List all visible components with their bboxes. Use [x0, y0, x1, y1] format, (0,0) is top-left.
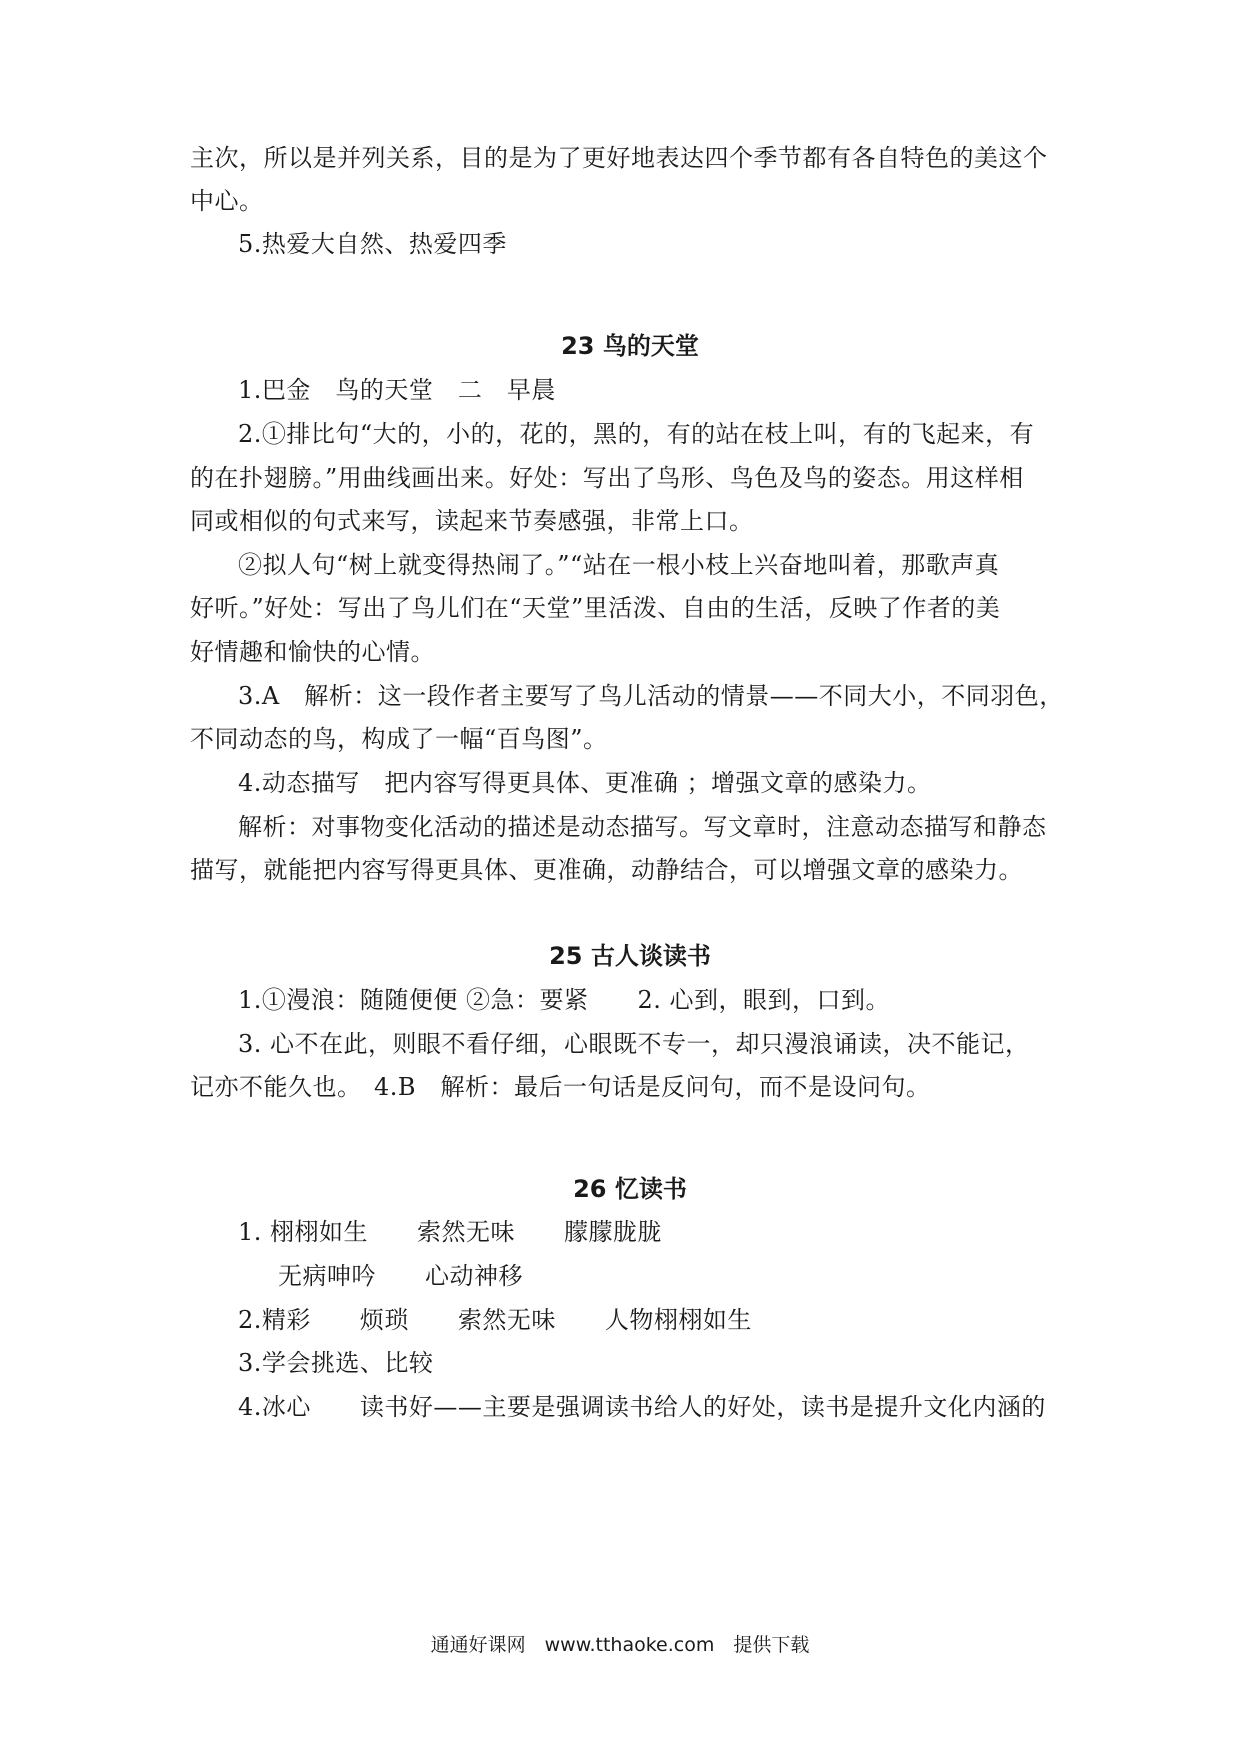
section-23-line: 1.巴金 鸟的天堂 二 早晨: [238, 376, 556, 404]
section-25-line: 1.①漫浪：随随便便 ②急：要紧 2. 心到，眼到，口到。: [238, 986, 891, 1014]
section-26-line: 2.精彩 烦琐 索然无味 人物栩栩如生: [238, 1306, 752, 1334]
section-23-line: 的在扑翅膀。”用曲线画出来。好处：写出了鸟形、鸟色及鸟的姿态。用这样相: [190, 464, 1024, 492]
section-23-line: ②拟人句“树上就变得热闹了。”“站在一根小枝上兴奋地叫着，那歌声真: [238, 551, 1000, 579]
intro-line-1: 主次，所以是并列关系，目的是为了更好地表达四个季节都有各自特色的美这个: [190, 144, 1048, 172]
section-23-line: 同或相似的句式来写，读起来节奏感强，非常上口。: [190, 507, 754, 535]
section-25-line: 记亦不能久也。 4.B 解析：最后一句话是反问句，而不是设问句。: [190, 1073, 931, 1101]
section-23-line: 4.动态描写 把内容写得更具体、更准确 ；增强文章的感染力。: [238, 769, 932, 797]
intro-line-2: 中心。: [190, 187, 264, 215]
section-23-line: 好听。”好处：写出了鸟儿们在“天堂”里活泼、自由的生活，反映了作者的美: [190, 594, 1001, 622]
section-25-line: 3. 心不在此，则眼不看仔细，心眼既不专一，却只漫浪诵读，决不能记，: [238, 1030, 1030, 1058]
section-23-title: 23 鸟的天堂: [561, 332, 699, 360]
section-26-line: 无病呻吟 心动神移: [278, 1262, 523, 1290]
section-26-line: 1. 栩栩如生 索然无味 朦朦胧胧: [238, 1218, 663, 1246]
section-23-line: 好情趣和愉快的心情。: [190, 638, 435, 666]
page-footer: 通通好课网 www.tthaoke.com 提供下载: [430, 1634, 810, 1656]
section-26-line: 4.冰心 读书好——主要是强调读书给人的好处，读书是提升文化内涵的: [238, 1393, 1046, 1421]
section-26-line: 3.学会挑选、比较: [238, 1349, 434, 1377]
section-23-line: 解析：对事物变化活动的描述是动态描写。写文章时，注意动态描写和静态: [238, 813, 1047, 841]
section-23-line: 3.A 解析：这一段作者主要写了鸟儿活动的情景——不同大小，不同羽色，: [238, 682, 1064, 710]
section-23-line: 不同动态的鸟，构成了一幅“百鸟图”。: [190, 725, 608, 753]
section-26-title: 26 忆读书: [573, 1175, 687, 1203]
intro-item-5: 5.热爱大自然、热爱四季: [238, 230, 507, 258]
section-25-title: 25 古人谈读书: [549, 942, 711, 970]
section-23-line: 描写，就能把内容写得更具体、更准确，动静结合，可以增强文章的感染力。: [190, 856, 1023, 884]
section-23-line: 2.①排比句“大的，小的，花的，黑的，有的站在枝上叫，有的飞起来，有: [238, 420, 1035, 448]
